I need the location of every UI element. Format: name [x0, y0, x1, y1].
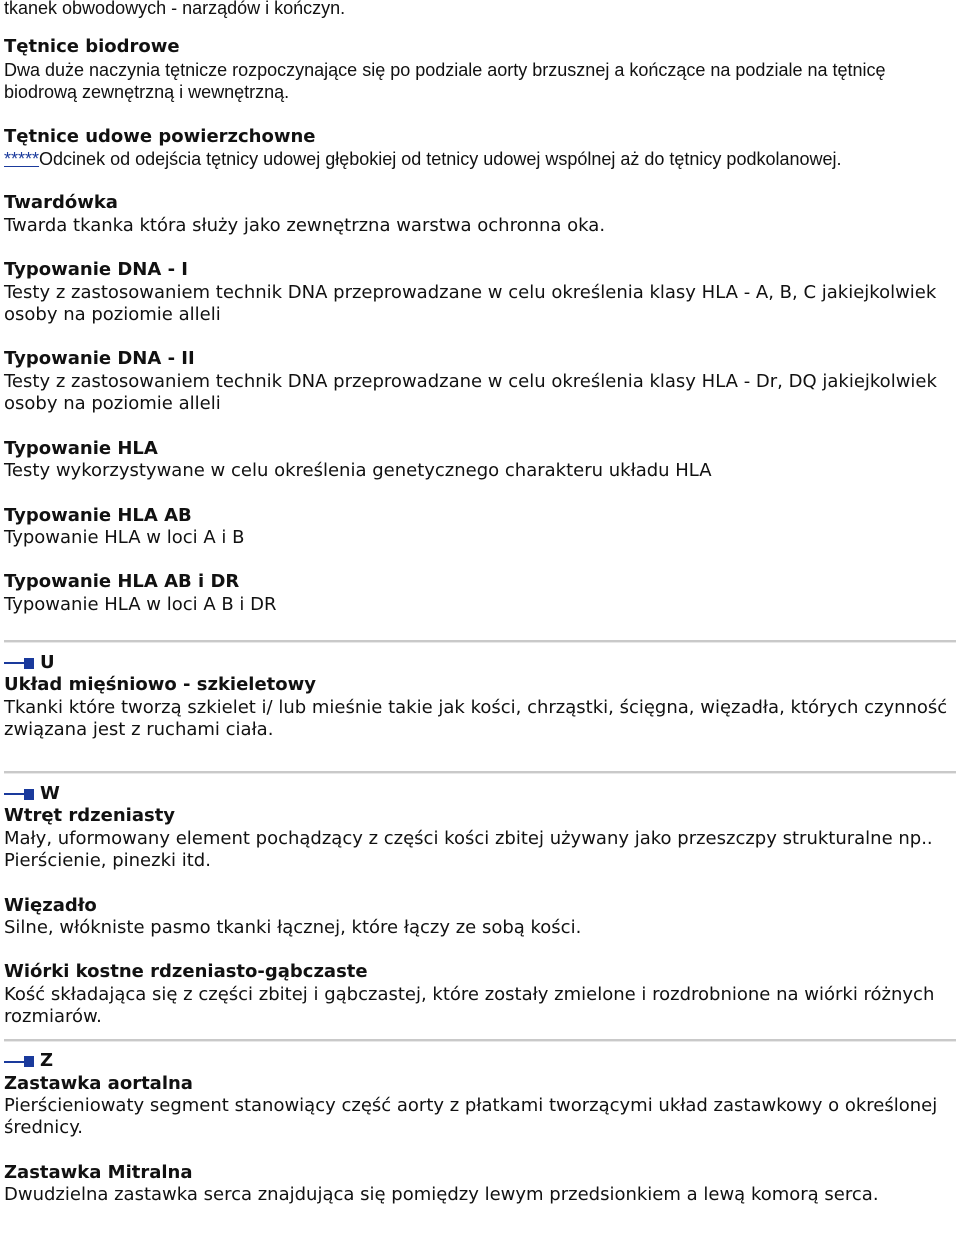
- section-letter: Z: [40, 1050, 54, 1072]
- entry-term: Typowanie HLA AB i DR: [4, 571, 240, 593]
- entry-definition-wrap: [4, 148, 956, 170]
- entry-definition: Twarda tkanka która służy jako zewnętrzna warstwa ochronna oka.: [4, 214, 606, 236]
- entry-term: Twardówka: [4, 192, 118, 214]
- glossary-entry: [4, 36, 956, 103]
- entry-term: Zastawka Mitralna: [4, 1161, 193, 1183]
- entry-term: Typowanie HLA: [4, 437, 158, 459]
- arrow-bullet-icon: [4, 652, 38, 674]
- entry-definition: Testy z zastosowaniem technik DNA przeprowadzane w celu określenia klasy HLA - Dr, DQ jakiejkolwiek osoby na poziomie alleli: [4, 370, 937, 415]
- entry-definition: Mały, uformowany element pochądzący z części kości zbitej używany jako przeszczpy strukturalne np.. Pierścienie, pinezki itd.: [4, 827, 933, 872]
- entry-term: Zastawka aortalna: [4, 1072, 193, 1094]
- entry-definition: Testy z zastosowaniem technik DNA przeprowadzane w celu określenia klasy HLA - A, B, C jakiejkolwiek osoby na poziomie alleli: [4, 281, 937, 326]
- glossary-entry: [4, 961, 956, 1028]
- glossary-entry: [4, 571, 956, 616]
- glossary-entry: [4, 805, 956, 872]
- entry-term: Tętnice biodrowe: [4, 36, 180, 58]
- glossary-entry: [4, 348, 956, 415]
- glossary-entry: [4, 126, 956, 171]
- section-letter: U: [40, 651, 55, 673]
- glossary-entry: [4, 674, 956, 741]
- entry-term: Układ mięśniowo - szkieletowy: [4, 674, 317, 696]
- entry-term: Typowanie HLA AB: [4, 504, 192, 526]
- intro-text: tkanek obwodowych - narządów i kończyn.: [4, 0, 346, 18]
- glossary-entry: [4, 438, 956, 483]
- letter-section-w: [4, 771, 956, 1028]
- entry-definition: Dwudzielna zastawka serca znajdująca się pomiędzy lewym przedsionkiem a lewą komorą serca.: [4, 1184, 879, 1206]
- letter-section-z: [4, 1039, 956, 1207]
- entry-definition: Testy wykorzystywane w celu określenia genetycznego charakteru układu HLA: [4, 460, 712, 482]
- letter-section-u: [4, 640, 956, 741]
- section-header: [4, 1051, 956, 1073]
- glossary-entry: [4, 505, 956, 550]
- entry-definition: Silne, włókniste pasmo tkanki łącznej, które łączy ze sobą kości.: [4, 916, 582, 938]
- entry-definition: Kość składająca się z części zbitej i gąbczastej, które zostały zmielone i rozdrobnione na wiórki różnych rozmiarów.: [4, 983, 935, 1028]
- entry-term: Typowanie DNA - II: [4, 348, 195, 370]
- entry-definition: Tkanki które tworzą szkielet i/ lub mieśnie takie jak kości, chrząstki, ścięgna, więzadła, których czynność związana jest z ruchami ciała.: [4, 696, 948, 740]
- entry-definition: Pierścieniowaty segment stanowiący część aorty z płatkami tworzącymi układ zastawkowy o określonej średnicy.: [4, 1095, 938, 1139]
- entry-term: Wtręt rdzeniasty: [4, 805, 176, 827]
- glossary-entry: [4, 259, 956, 326]
- stars-link[interactable]: *****: [4, 149, 40, 170]
- entry-definition: Typowanie HLA w loci A i B: [4, 526, 245, 548]
- arrow-bullet-icon: [4, 783, 38, 805]
- entry-definition: Odcinek od odejścia tętnicy udowej głębokiej od tetnicy udowej wspólnej aż do tętnicy podkolanowej.: [39, 149, 842, 170]
- entry-definition: Typowanie HLA w loci A B i DR: [4, 593, 277, 615]
- arrow-bullet-icon: [4, 1051, 38, 1073]
- entry-definition: Dwa duże naczynia tętnicze rozpoczynające się po podziale aorty brzusznej a kończące na podziale na tętnicę biodrową zewnętrzną i wewnętrzną.: [4, 59, 886, 103]
- section-divider: [4, 771, 956, 774]
- entry-term: Wiórki kostne rdzeniasto-gąbczaste: [4, 961, 368, 983]
- section-letter: W: [40, 783, 60, 805]
- glossary-entry: [4, 1162, 956, 1207]
- glossary-entry: [4, 895, 956, 940]
- glossary-entry: [4, 1073, 956, 1140]
- section-divider: [4, 640, 956, 643]
- entry-term: Typowanie DNA - I: [4, 259, 188, 281]
- section-header: [4, 783, 956, 805]
- section-header: [4, 652, 956, 674]
- glossary-entry: [4, 192, 956, 237]
- section-divider: [4, 1039, 956, 1042]
- entry-term: Więzadło: [4, 894, 97, 916]
- entry-term: Tętnice udowe powierzchowne: [4, 125, 316, 147]
